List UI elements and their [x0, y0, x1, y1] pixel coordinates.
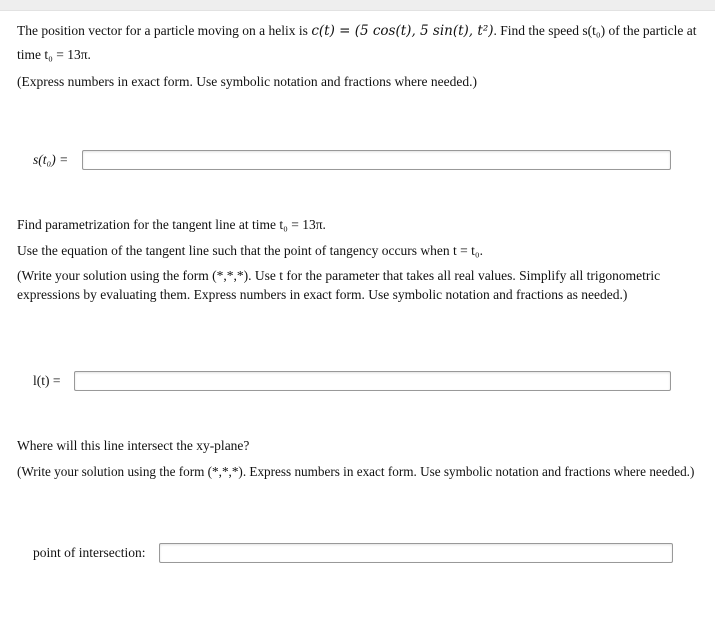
- intersection-answer-row: [33, 543, 673, 563]
- problem-intro-line2: time t₀ = 13π.: [17, 47, 91, 62]
- tangent-section: [17, 214, 707, 304]
- intersection-question: Where will this line intersect the xy-plane?: [17, 438, 250, 453]
- tangent-instruction-3: (Write your solution using the form (*,*,*). Use t for the parameter that takes all real values. Simplify all trigonometric expressions by evaluating them. Express numbers in exact form. Use symbolic notation and fractions as needed.): [17, 268, 661, 302]
- tangent-label: l(t) =: [33, 373, 61, 388]
- speed-input[interactable]: [82, 150, 671, 170]
- speed-answer-row: [33, 150, 671, 170]
- helix-vector: c(t) = (5 cos(t), 5 sin(t), t²): [311, 23, 494, 39]
- tangent-answer-row: [33, 371, 671, 391]
- intersection-input[interactable]: [159, 543, 673, 563]
- problem-intro: [17, 20, 707, 42]
- tangent-instruction-1: Find parametrization for the tangent line at time t₀ = 13π.: [17, 217, 326, 232]
- problem-area: [17, 20, 707, 92]
- tangent-line-input[interactable]: [74, 371, 671, 391]
- speed-label: s(t₀) =: [33, 152, 69, 167]
- intro-prefix: The position vector for a particle moving on a helix is: [17, 23, 312, 38]
- intro-suffix: . Find the speed s(t₀) of the particle at: [493, 23, 697, 38]
- top-bar: [0, 0, 715, 11]
- instruction-note-1: (Express numbers in exact form. Use symbolic notation and fractions where needed.): [17, 74, 477, 89]
- intersection-section: [17, 435, 712, 482]
- intersection-instruction: (Write your solution using the form (*,*,*). Express numbers in exact form. Use symbolic notation and fractions where needed.): [17, 464, 695, 479]
- tangent-instruction-2: Use the equation of the tangent line such that the point of tangency occurs when t = t₀.: [17, 243, 483, 258]
- intersection-label: point of intersection:: [33, 545, 146, 560]
